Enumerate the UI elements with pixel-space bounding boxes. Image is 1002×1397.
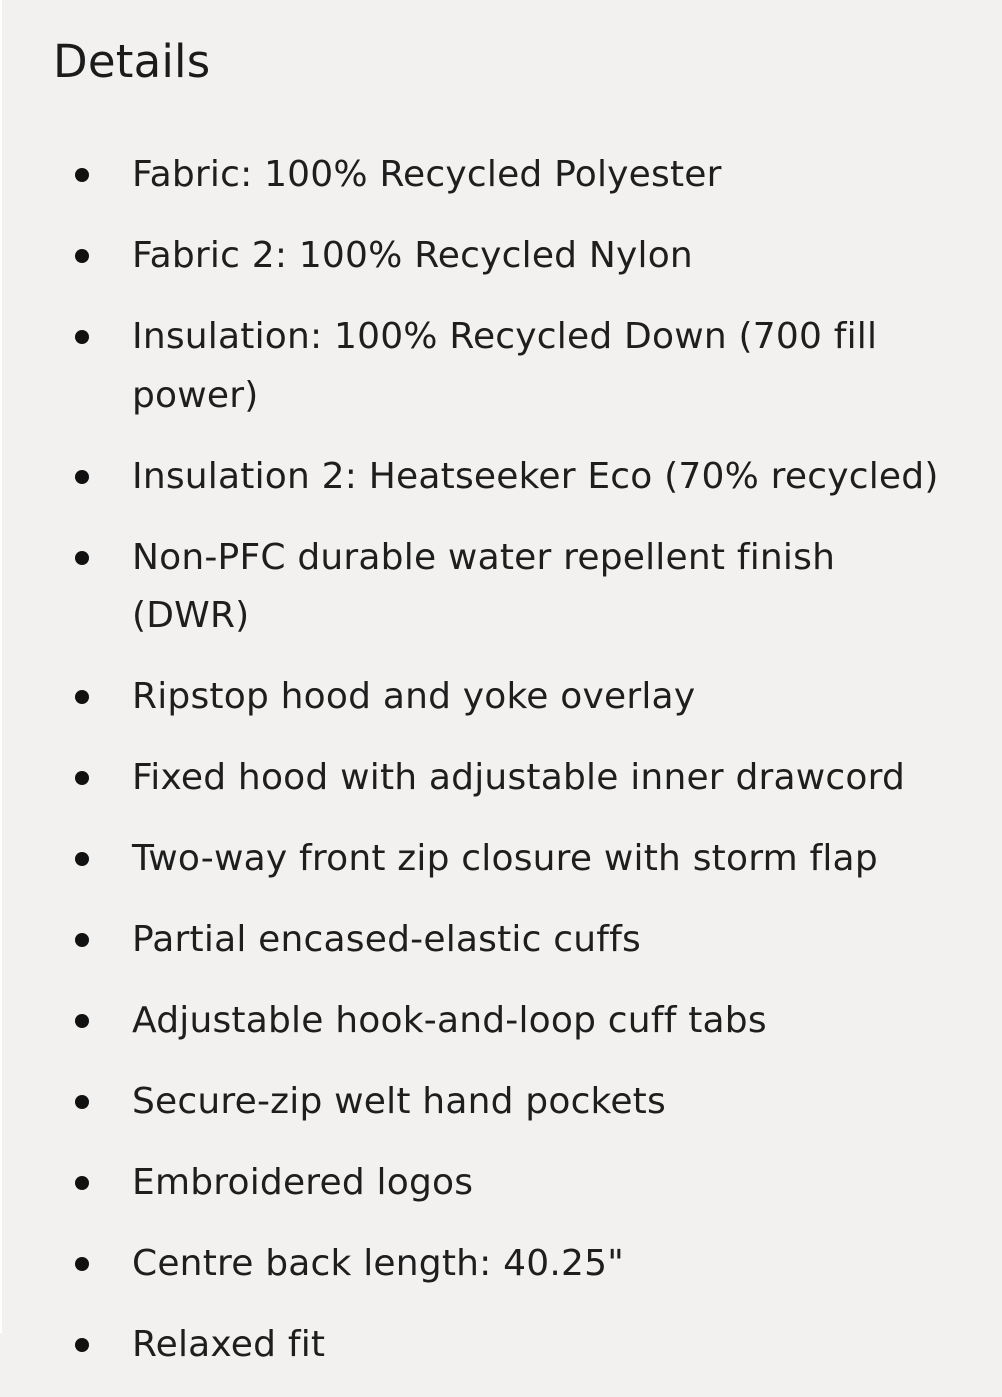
bullet-icon (75, 1257, 89, 1271)
bullet-icon (75, 551, 89, 565)
bullet-icon (75, 771, 89, 785)
list-item (2, 992, 1002, 1051)
bullet-icon (75, 933, 89, 947)
bullet-icon (75, 470, 89, 484)
list-item-label: Insulation 2: Heatseeker Eco (70% recycled) (132, 455, 939, 497)
list-item-label: Secure-zip welt hand pockets (132, 1081, 666, 1122)
list-item-label: Two-way front zip closure with storm flap (132, 838, 878, 879)
list-item-label: Ripstop hood and yoke overlay (132, 676, 696, 717)
list-item (2, 146, 1002, 205)
list-item-label: Partial encased-elastic cuffs (132, 919, 641, 960)
bullet-icon (75, 249, 89, 263)
list-item-label: Embroidered logos (132, 1162, 474, 1203)
list-item (2, 668, 1002, 727)
list-item (2, 448, 1002, 507)
details-list (2, 146, 1002, 1397)
details-heading: Details (53, 35, 211, 88)
list-item (2, 1316, 1002, 1375)
list-item (2, 1073, 1002, 1132)
list-item-label: Non-PFC durable water repellent finish (DWR) (132, 536, 836, 636)
list-item (2, 1154, 1002, 1213)
bullet-icon (75, 1338, 89, 1352)
list-item-label: Fixed hood with adjustable inner drawcord (132, 757, 906, 798)
list-item-label: Relaxed fit (132, 1324, 326, 1365)
list-item (2, 911, 1002, 970)
list-item-label: Adjustable hook-and-loop cuff tabs (132, 1000, 767, 1041)
bullet-icon (75, 1014, 89, 1028)
list-item (2, 227, 1002, 286)
bullet-icon (75, 330, 89, 344)
list-item-label: Fabric: 100% Recycled Polyester (132, 154, 722, 195)
list-item-label: Centre back length: 40.25" (132, 1243, 624, 1284)
bullet-icon (75, 852, 89, 866)
list-item (2, 1235, 1002, 1294)
bullet-icon (75, 168, 89, 182)
list-item-label: Fabric 2: 100% Recycled Nylon (132, 235, 693, 276)
list-item (2, 529, 1002, 646)
bullet-icon (75, 1176, 89, 1190)
list-item-label: Insulation: 100% Recycled Down (700 fill power) (132, 316, 878, 416)
list-item (2, 749, 1002, 808)
list-item (2, 830, 1002, 889)
bullet-icon (75, 1095, 89, 1109)
list-item (2, 308, 1002, 425)
bullet-icon (75, 690, 89, 704)
